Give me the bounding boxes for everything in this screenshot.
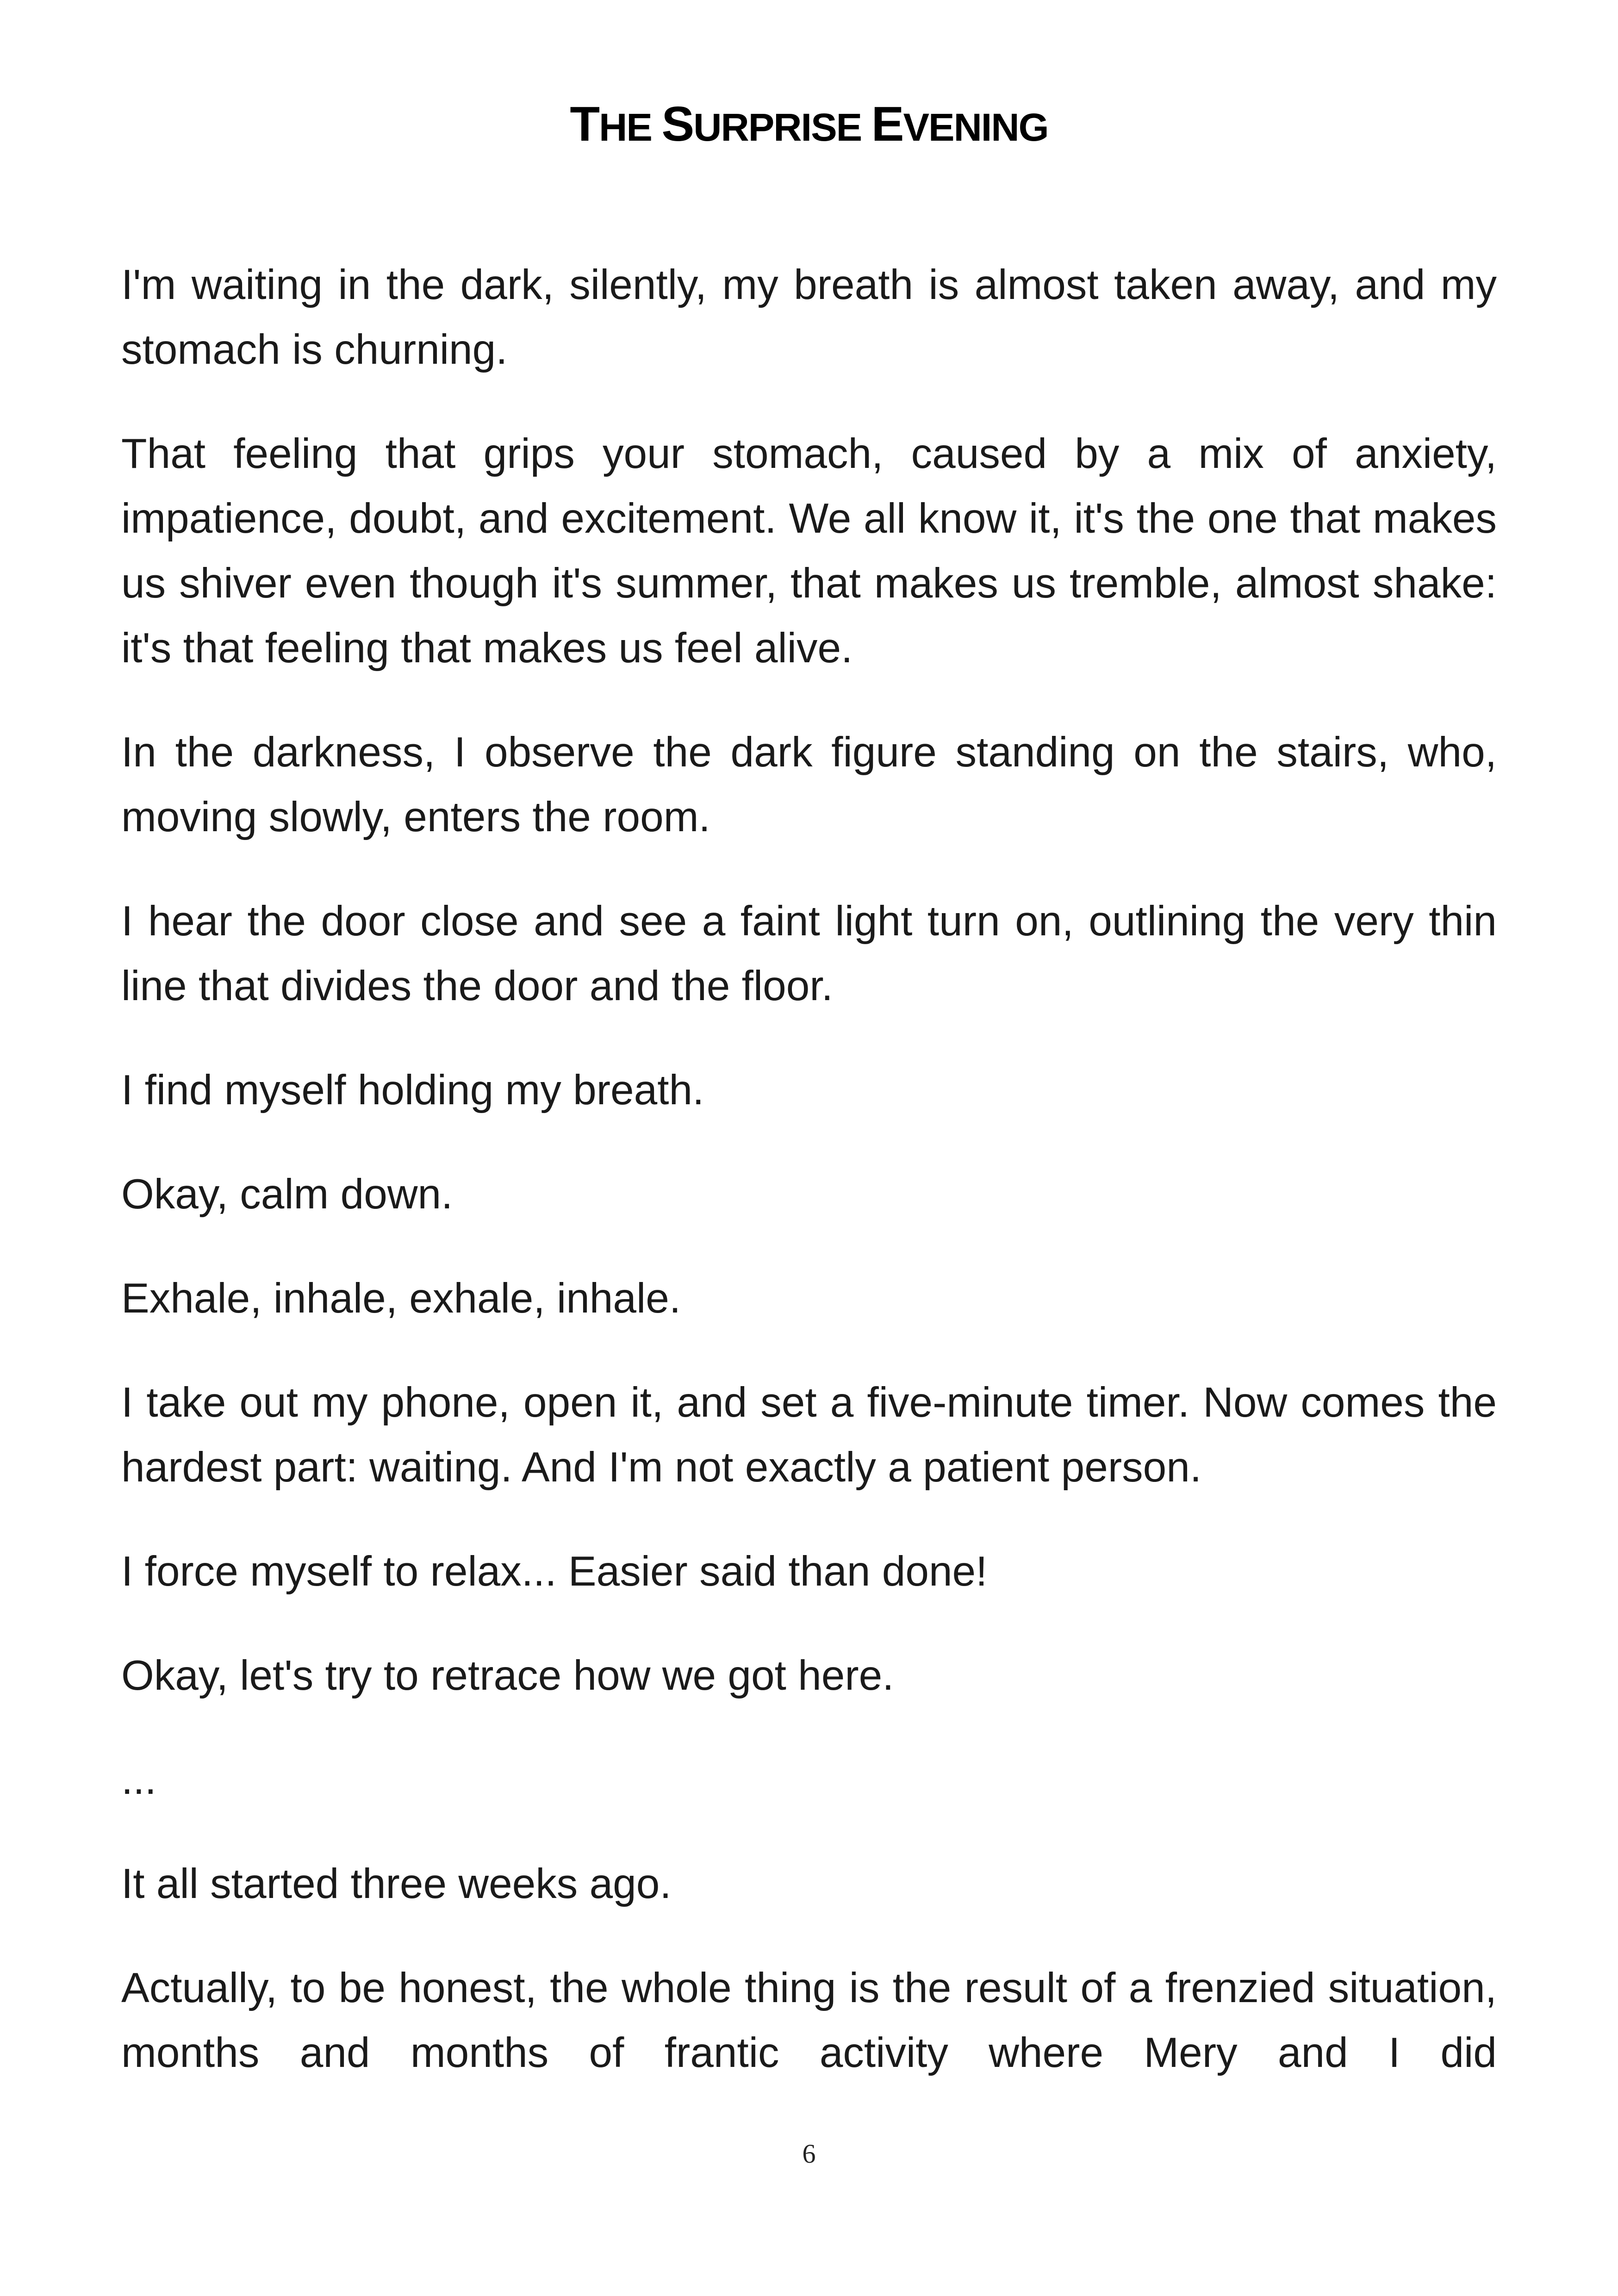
paragraph: I find myself holding my breath.: [121, 1067, 704, 1114]
paragraph: Okay, let's try to retrace how we got here.: [121, 1652, 894, 1699]
paragraph: Exhale, inhale, exhale, inhale.: [121, 1275, 681, 1322]
paragraph: ...: [121, 1756, 156, 1803]
paragraph: I force myself to relax... Easier said than done!: [121, 1548, 988, 1595]
paragraph: I hear the door close and see a faint light turn on, outlining the very thin line that divides the door and the floor.: [121, 898, 1497, 1009]
paragraph: In the darkness, I observe the dark figure standing on the stairs, who, moving slowly, enters the room.: [121, 729, 1497, 840]
paragraph: I'm waiting in the dark, silently, my breath is almost taken away, and my stomach is churning.: [121, 261, 1497, 373]
title-part: E: [871, 97, 903, 151]
title-part: URPRISE: [693, 105, 871, 149]
page-number: 6: [802, 2139, 816, 2169]
paragraph: Actually, to be honest, the whole thing is the result of a frenzied situation, months and months of frantic activity where Mery and I did: [121, 1965, 1497, 2076]
paragraph: I take out my phone, open it, and set a five-minute timer. Now comes the hardest part: waiting. And I'm not exactly a patient person.: [121, 1379, 1497, 1491]
title-part: HE: [599, 105, 662, 149]
title-part: T: [570, 97, 599, 151]
chapter-title: [0, 95, 1618, 154]
paragraph: It all started three weeks ago.: [121, 1860, 672, 1907]
paragraph: That feeling that grips your stomach, caused by a mix of anxiety, impatience, doubt, and excitement. We all know it, it's the one that makes us shiver even though it's summer, that makes us tremble, almost shake: it's that feeling that makes us feel alive.: [121, 430, 1497, 672]
body-text: [121, 253, 1497, 2125]
title-part: S: [661, 97, 694, 151]
paragraph: Okay, calm down.: [121, 1171, 453, 1218]
title-part: VENING: [903, 105, 1048, 149]
